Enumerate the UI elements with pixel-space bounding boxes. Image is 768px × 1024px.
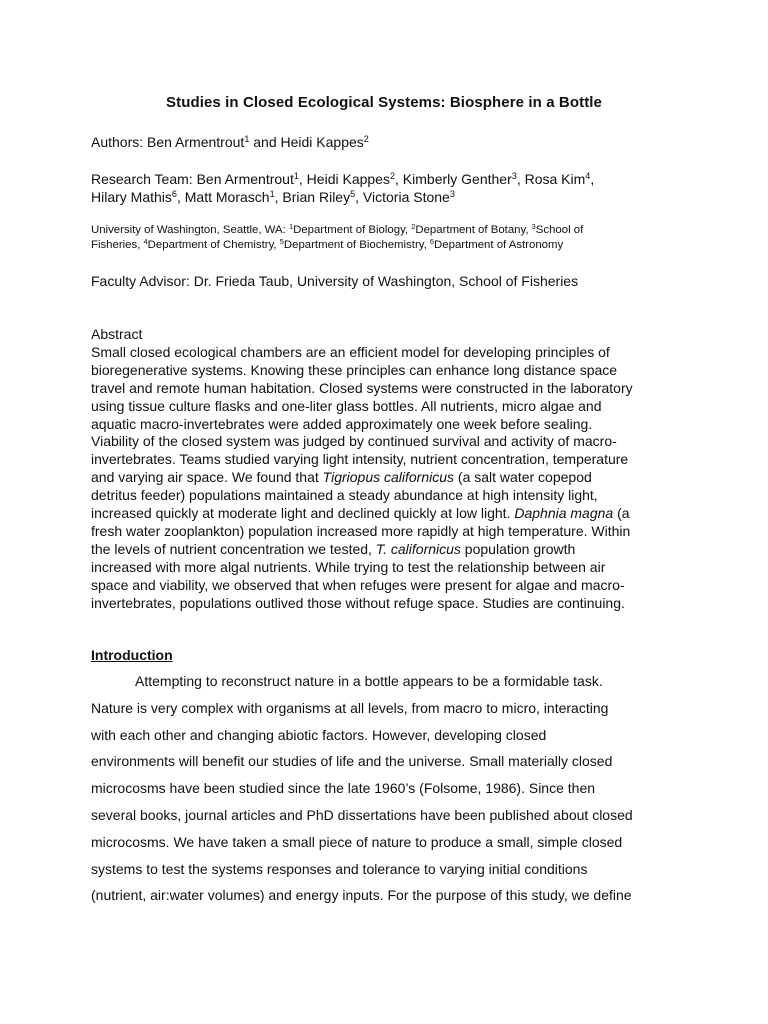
authors-line <box>91 134 369 150</box>
authors-text: and Heidi Kappes <box>249 134 364 150</box>
abstract-line <box>91 469 691 487</box>
abstract-text: and varying air space. We found that <box>91 469 323 486</box>
abstract-line: bioregenerative systems. Knowing these principles can enhance long distance space <box>91 361 618 378</box>
affiliation-text: Department of Astronomy <box>434 239 564 251</box>
species-name: Daphnia magna <box>514 505 614 522</box>
team-text: , Matt Morasch <box>176 189 270 205</box>
affiliation-sup: 5 <box>279 236 284 246</box>
affiliation-sup: 4 <box>143 236 148 246</box>
introduction-line: with each other and changing abiotic factors. However, developing closed <box>91 726 547 743</box>
introduction-line: environments will benefit our studies of life and the universe. Small materially closed <box>91 753 613 770</box>
abstract-text: the levels of nutrient concentration we tested, <box>91 540 376 557</box>
abstract-line: increased with more algal nutrients. While trying to test the relationship between air <box>91 558 606 575</box>
introduction-section <box>91 668 691 909</box>
abstract-heading: Abstract <box>91 326 143 342</box>
abstract-line: invertebrates. Teams studied varying light intensity, nutrient concentration, temperature <box>91 451 629 468</box>
introduction-line: Attempting to reconstruct nature in a bottle appears to be a formidable task. <box>135 673 603 689</box>
team-sup: 6 <box>171 189 177 199</box>
team-text: , Rosa Kim <box>516 171 586 187</box>
abstract-line: aquatic macro-invertebrates were added approximately one week before sealing. <box>91 415 593 432</box>
abstract-line: detritus feeder) populations maintained a steady abundance at high intensity light, <box>91 487 598 504</box>
team-sup: 4 <box>585 171 591 181</box>
abstract-line: invertebrates, populations outlived those without refuge space. Studies are continuing. <box>91 594 625 611</box>
affiliation-text: Department of Biology, <box>293 224 412 236</box>
abstract-text: (a salt water copepod <box>454 469 592 486</box>
introduction-line: microcosms have been studied since the late 1960’s (Folsome, 1986). Since then <box>91 780 596 797</box>
species-name: T. californicus <box>375 540 461 557</box>
abstract-line: space and viability, we observed that when refuges were present for algae and macro- <box>91 576 625 593</box>
authors-sup: 2 <box>363 134 369 144</box>
affiliation-text: Department of Chemistry, <box>147 239 280 251</box>
team-sup: 3 <box>511 171 517 181</box>
introduction-line: several books, journal articles and PhD dissertations have been published about closed <box>91 806 633 823</box>
affiliation-sup: 6 <box>429 236 435 246</box>
abstract-text: increased quickly at moderate light and declined quickly at low light. <box>91 505 515 522</box>
affiliation-text: University of Washington, Seattle, WA: <box>91 224 289 236</box>
team-text: , <box>590 171 595 187</box>
introduction-line: systems to test the systems responses and tolerance to varying initial conditions <box>91 860 588 877</box>
team-sup: 2 <box>389 171 396 181</box>
authors-text: Authors: Ben Armentrout <box>91 134 245 150</box>
abstract-line: travel and remote human habitation. Closed systems were constructed in the laboratory <box>91 379 633 396</box>
introduction-line: Nature is very complex with organisms at all levels, from macro to micro, interacting <box>91 699 609 716</box>
team-sup: 3 <box>449 189 455 199</box>
abstract-text: population growth <box>460 540 576 557</box>
team-text: Hilary Mathis <box>91 189 172 205</box>
affiliation-text: Department of Botany, <box>415 224 532 236</box>
introduction-heading: Introduction <box>91 647 173 663</box>
team-text: , Kimberly Genther <box>395 171 512 187</box>
team-text: , Brian Riley <box>274 189 351 205</box>
introduction-line: (nutrient, air:water volumes) and energy inputs. For the purpose of this study, we define <box>91 887 632 904</box>
affiliations-line-2 <box>91 236 564 251</box>
team-sup: 1 <box>269 189 275 199</box>
team-text: , Heidi Kappes <box>298 171 390 187</box>
abstract-line: Small closed ecological chambers are an efficient model for developing principles of <box>91 343 610 360</box>
species-name: Tigriopus californicus <box>322 469 455 486</box>
authors-sup: 1 <box>244 134 250 144</box>
team-sup: 5 <box>350 189 356 199</box>
abstract-line <box>91 505 691 523</box>
abstract-text: (a <box>613 505 630 522</box>
team-text: , Victoria Stone <box>355 189 450 205</box>
research-team-line-1 <box>91 171 594 187</box>
abstract-line: Viability of the closed system was judged by continued survival and activity of macro- <box>91 433 617 450</box>
affiliation-text: Department of Biochemistry, <box>283 239 430 251</box>
abstract-section <box>91 326 691 613</box>
paper-title: Studies in Closed Ecological Systems: Biosphere in a Bottle <box>166 94 602 111</box>
research-team-line-2 <box>91 189 455 205</box>
introduction-line: microcosms. We have taken a small piece of nature to produce a small, simple closed <box>91 833 623 850</box>
faculty-advisor: Faculty Advisor: Dr. Frieda Taub, University of Washington, School of Fisheries <box>91 273 579 289</box>
affiliation-text: Fisheries, <box>91 239 144 251</box>
affiliations-line-1 <box>91 221 584 236</box>
affiliation-sup: 3 <box>531 221 536 231</box>
team-text: Research Team: Ben Armentrout <box>91 171 294 187</box>
affiliation-text: School of <box>535 224 584 236</box>
team-sup: 1 <box>293 171 299 181</box>
abstract-line <box>91 541 691 559</box>
abstract-line: fresh water zooplankton) population increased more rapidly at high temperature. Within <box>91 522 631 539</box>
affiliation-sup: 2 <box>411 221 416 231</box>
abstract-line: using tissue culture flasks and one-liter glass bottles. All nutrients, micro algae and <box>91 397 602 414</box>
affiliation-sup: 1 <box>288 221 294 231</box>
